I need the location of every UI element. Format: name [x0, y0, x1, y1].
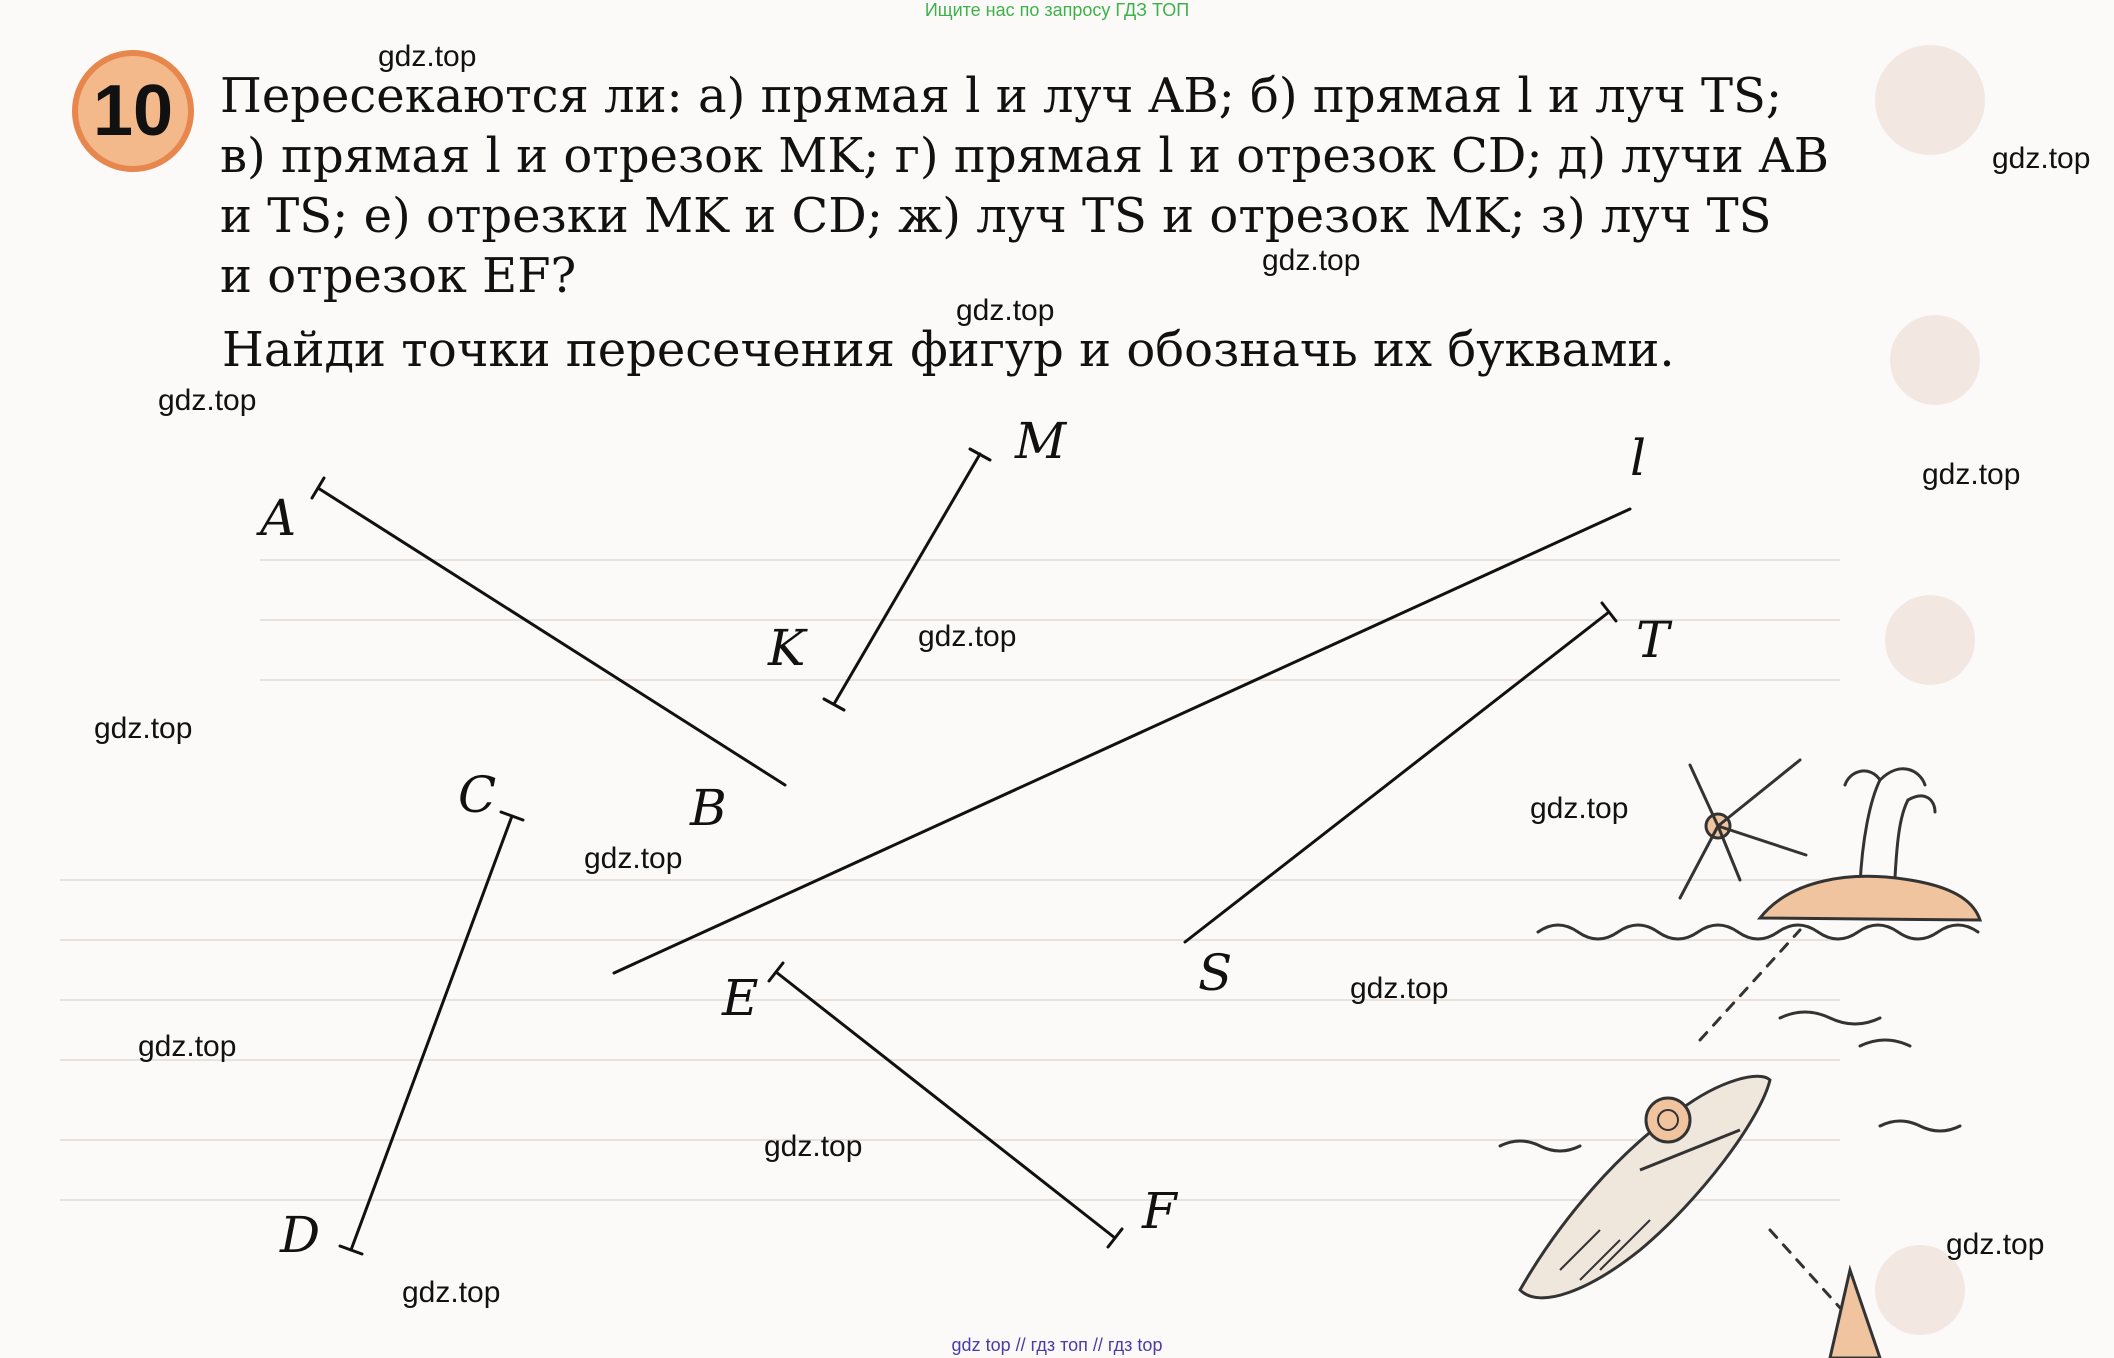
point-label-a: A	[260, 489, 297, 547]
point-label-l: l	[1630, 429, 1646, 487]
watermark: gdz.top	[1946, 1228, 2045, 1261]
point-label-e: E	[722, 969, 759, 1027]
point-label-k: K	[768, 619, 806, 677]
point-label-d: D	[280, 1206, 321, 1264]
watermark: gdz.top	[956, 294, 1055, 327]
exercise-number: 10	[92, 71, 174, 151]
watermark: gdz.top	[584, 842, 683, 875]
footer-note: gdz top // гдз топ // гдз top	[951, 1335, 1163, 1355]
watermark: gdz.top	[94, 712, 193, 745]
exercise-line-4: и отрезок EF?	[220, 248, 577, 304]
point-label-f: F	[1142, 1182, 1177, 1240]
watermark: gdz.top	[158, 384, 257, 417]
exercise-instruction: Найди точки пересечения фигур и обозначь их буквами.	[222, 322, 1675, 378]
watermark: gdz.top	[138, 1030, 237, 1063]
point-label-m: M	[1015, 412, 1067, 470]
watermark: gdz.top	[1992, 142, 2091, 175]
watermark: gdz.top	[402, 1276, 501, 1309]
watermark: gdz.top	[1530, 792, 1629, 825]
exercise-line-3: и TS; е) отрезки MK и CD; ж) луч TS и отрезок MK; з) луч TS	[220, 188, 1772, 244]
point-label-t: T	[1636, 611, 1670, 669]
watermark: gdz.top	[378, 40, 477, 73]
watermark: gdz.top	[1922, 458, 2021, 491]
watermark: gdz.top	[764, 1130, 863, 1163]
point-label-b: B	[690, 779, 727, 837]
watermark: gdz.top	[1262, 244, 1361, 277]
watermark: gdz.top	[1350, 972, 1449, 1005]
point-label-c: C	[458, 766, 497, 824]
header-note: Ищите нас по запросу ГДЗ ТОП	[924, 0, 1190, 20]
exercise-line-2: в) прямая l и отрезок MK; г) прямая l и отрезок CD; д) лучи AB	[220, 128, 1829, 184]
exercise-line-1: Пересекаются ли: а) прямая l и луч AB; б) прямая l и луч TS;	[220, 68, 1783, 124]
watermark: gdz.top	[918, 620, 1017, 653]
point-label-s: S	[1198, 944, 1233, 1002]
